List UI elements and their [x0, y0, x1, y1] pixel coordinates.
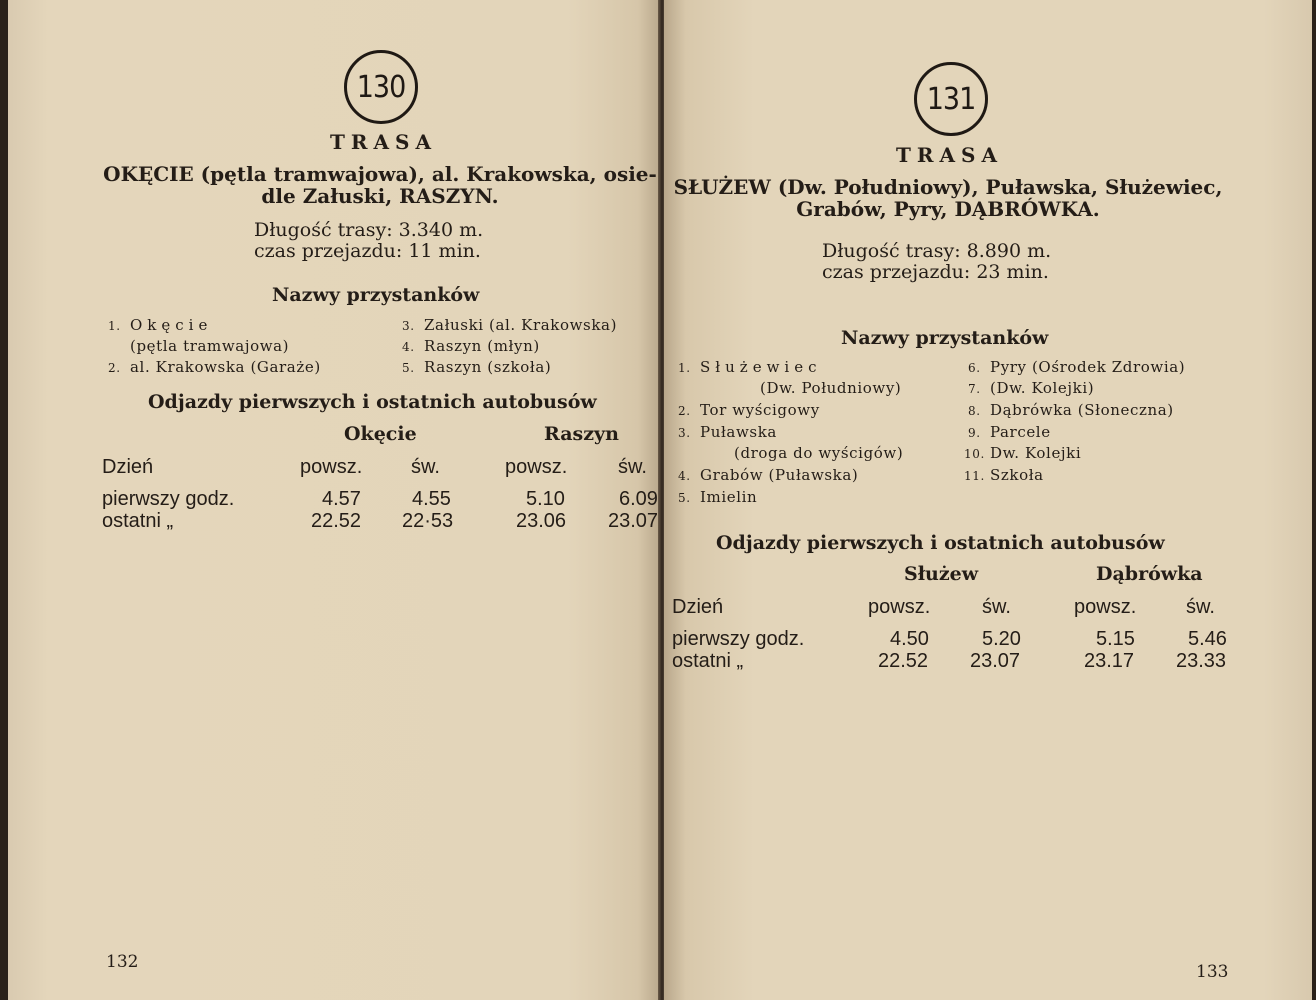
route-line-2: dle Załuski, RASZYN. — [261, 184, 499, 208]
stop-name: al. Krakowska (Garaże) — [130, 358, 321, 376]
terminal-b: Raszyn — [544, 423, 619, 445]
stop-item — [108, 316, 212, 334]
stop-item — [108, 337, 289, 355]
stop-item — [678, 466, 858, 484]
route-line-1: SŁUŻEW (Dw. Południowy), Puławska, Służewiec, — [673, 175, 1223, 199]
stop-number: 5. — [402, 361, 415, 375]
stop-number: 1. — [108, 319, 121, 333]
terminal-b: Dąbrówka — [1096, 563, 1203, 585]
route-number-badge — [344, 50, 418, 124]
stop-number: 4. — [678, 469, 691, 483]
stop-name: Grabów (Puławska) — [700, 466, 859, 484]
time-cell: 23.07 — [970, 650, 1021, 672]
stop-item — [968, 358, 1185, 376]
stop-name: Pyry (Ośrodek Zdrowia) — [990, 358, 1186, 376]
stop-number: 1. — [678, 361, 691, 375]
stop-item — [402, 316, 617, 334]
col-weekday-a: powsz. — [300, 456, 363, 478]
stop-item — [678, 401, 820, 419]
stop-name: Raszyn (szkoła) — [424, 358, 552, 376]
route-duration: czas przejazdu: 11 min. — [254, 240, 481, 262]
route-duration: czas przejazdu: 23 min. — [822, 261, 1049, 283]
stop-number: 9. — [968, 426, 981, 440]
col-holiday-a: św. — [982, 596, 1011, 618]
col-weekday-b: powsz. — [505, 456, 568, 478]
time-cell: 22·53 — [402, 510, 454, 532]
stop-item — [734, 444, 903, 462]
stop-name: (Dw. Południowy) — [760, 379, 902, 397]
stop-name: (droga do wyścigów) — [734, 444, 904, 462]
time-cell: 4.50 — [890, 628, 929, 650]
time-cell: 23.07 — [608, 510, 659, 532]
departures-heading: Odjazdy pierwszych i ostatnich autobusów — [716, 532, 1165, 554]
row-label: ostatni „ — [672, 650, 744, 672]
stop-name: (pętla tramwajowa) — [130, 337, 290, 355]
col-holiday-b: św. — [618, 456, 647, 478]
route-number: 130 — [356, 69, 406, 105]
stop-number: 8. — [968, 404, 981, 418]
trasa-label: TRASA — [896, 143, 1003, 167]
terminal-a: Okęcie — [344, 423, 417, 445]
stop-item — [968, 423, 1051, 441]
stop-number: 6. — [968, 361, 981, 375]
stop-name: Imielin — [700, 488, 758, 506]
terminal-a: Służew — [904, 563, 979, 585]
stop-name: Dw. Kolejki — [990, 444, 1082, 462]
stop-number: 11. — [964, 469, 985, 483]
route-length: Długość trasy: 8.890 m. — [822, 240, 1052, 262]
trasa-label: TRASA — [330, 130, 437, 154]
col-holiday-a: św. — [411, 456, 440, 478]
stop-number: 3. — [678, 426, 691, 440]
stop-item — [678, 358, 822, 376]
stop-number: 2. — [678, 404, 691, 418]
col-day-header: Dzień — [102, 456, 154, 478]
left-page — [8, 0, 660, 1000]
route-line-1: OKĘCIE (pętla tramwajowa), al. Krakowska, osie- — [103, 162, 657, 186]
stop-item — [402, 358, 551, 376]
stop-name: Szkoła — [990, 466, 1044, 484]
stop-name: Puławska — [700, 423, 777, 441]
route-description — [668, 176, 1228, 220]
stop-name: Parcele — [990, 423, 1051, 441]
stop-name: (Dw. Kolejki) — [990, 379, 1095, 397]
time-cell: 22.52 — [311, 510, 362, 532]
stop-name: Służewiec — [700, 358, 822, 376]
stop-item — [678, 423, 777, 441]
stop-number: 4. — [402, 340, 415, 354]
stop-item — [964, 444, 1081, 462]
row-label: pierwszy godz. — [102, 488, 235, 510]
stop-item — [968, 379, 1094, 397]
stop-name: Załuski (al. Krakowska) — [424, 316, 618, 334]
stop-name: Raszyn (młyn) — [424, 337, 540, 355]
time-cell: 23.06 — [516, 510, 567, 532]
stop-name: Dąbrówka (Słoneczna) — [990, 401, 1174, 419]
time-cell: 4.57 — [322, 488, 361, 510]
route-number: 131 — [926, 81, 976, 117]
stop-item — [968, 401, 1174, 419]
page-number: 132 — [106, 952, 139, 972]
stop-name: Okęcie — [130, 316, 213, 334]
route-line-2: Grabów, Pyry, DĄBRÓWKA. — [796, 197, 1100, 221]
stop-item — [760, 379, 901, 397]
route-description — [100, 163, 660, 207]
time-cell: 5.46 — [1188, 628, 1227, 650]
time-cell: 23.17 — [1084, 650, 1135, 672]
stop-name: Tor wyścigowy — [700, 401, 820, 419]
stops-heading: Nazwy przystanków — [272, 284, 480, 306]
time-cell: 22.52 — [878, 650, 929, 672]
route-number-badge — [914, 62, 988, 136]
row-label: ostatni „ — [102, 510, 174, 532]
stop-item — [402, 337, 540, 355]
col-holiday-b: św. — [1186, 596, 1215, 618]
time-cell: 6.09 — [619, 488, 658, 510]
route-length: Długość trasy: 3.340 m. — [254, 219, 484, 241]
stop-number: 7. — [968, 382, 981, 396]
col-day-header: Dzień — [672, 596, 724, 618]
time-cell: 5.20 — [982, 628, 1021, 650]
col-weekday-b: powsz. — [1074, 596, 1137, 618]
stop-item — [108, 358, 321, 376]
stop-number: 5. — [678, 491, 691, 505]
departures-heading: Odjazdy pierwszych i ostatnich autobusów — [148, 391, 597, 413]
right-page — [664, 0, 1312, 1000]
stop-number: 10. — [964, 447, 985, 461]
stop-number: 2. — [108, 361, 121, 375]
stop-item — [678, 488, 757, 506]
time-cell: 4.55 — [412, 488, 451, 510]
col-weekday-a: powsz. — [868, 596, 931, 618]
stops-heading: Nazwy przystanków — [841, 327, 1049, 349]
stop-number: 3. — [402, 319, 415, 333]
stop-item — [964, 466, 1044, 484]
time-cell: 5.10 — [526, 488, 565, 510]
time-cell: 5.15 — [1096, 628, 1135, 650]
page-number: 133 — [1196, 962, 1229, 982]
row-label: pierwszy godz. — [672, 628, 805, 650]
time-cell: 23.33 — [1176, 650, 1227, 672]
